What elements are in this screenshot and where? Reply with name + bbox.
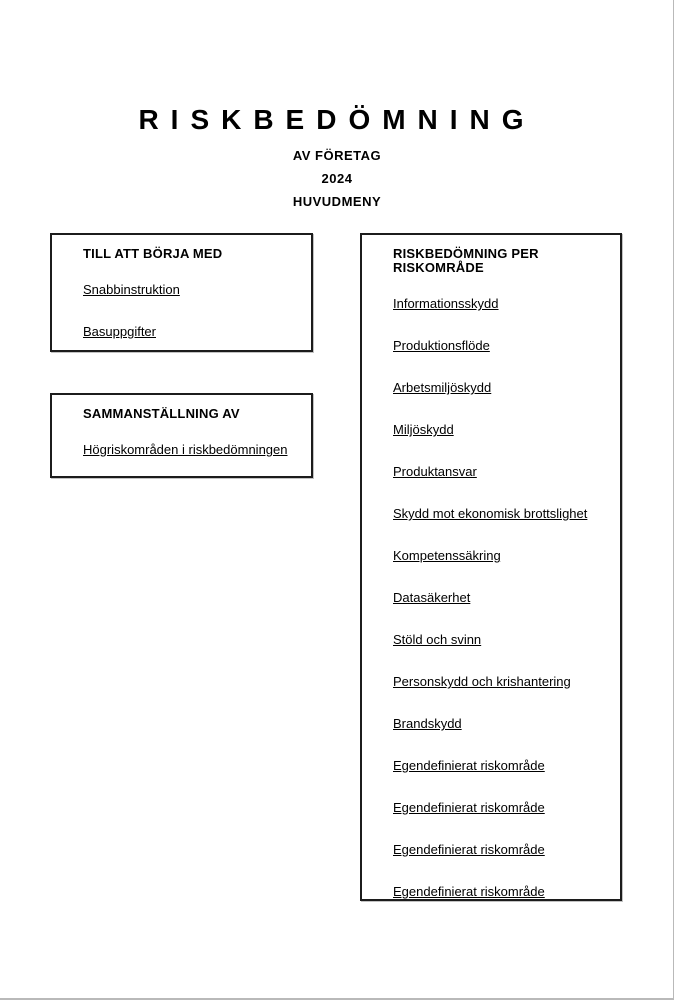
summary-box-links	[83, 443, 301, 457]
list-item	[393, 885, 610, 899]
subtitle-year: 2024	[321, 171, 353, 186]
subtitle-av-foretag: AV FÖRETAG	[292, 148, 382, 163]
list-item	[393, 549, 610, 563]
link-kompetenssakring[interactable]: Kompetenssäkring	[393, 548, 501, 563]
link-stold-och-svinn[interactable]: Stöld och svinn	[393, 632, 482, 647]
link-egendefinierat-riskomrade-4[interactable]: Egendefinierat riskområde	[393, 884, 545, 899]
risk-areas-box	[360, 233, 622, 901]
list-item	[83, 443, 301, 457]
link-miljoskydd[interactable]: Miljöskydd	[393, 422, 454, 437]
list-item	[393, 591, 610, 605]
risk-areas-links	[393, 297, 610, 899]
start-box-heading: TILL ATT BÖRJA MED	[83, 246, 223, 261]
list-item	[83, 283, 301, 297]
list-item	[393, 423, 610, 437]
start-box	[50, 233, 313, 352]
link-personskydd-och-krishantering[interactable]: Personskydd och krishantering	[393, 674, 571, 689]
list-item	[393, 633, 610, 647]
link-egendefinierat-riskomrade-3[interactable]: Egendefinierat riskområde	[393, 842, 545, 857]
link-brandskydd[interactable]: Brandskydd	[393, 716, 462, 731]
list-item	[393, 717, 610, 731]
link-egendefinierat-riskomrade-2[interactable]: Egendefinierat riskområde	[393, 800, 545, 815]
subtitle-huvudmeny: HUVUDMENY	[292, 194, 382, 209]
risk-areas-box-heading: RISKBEDÖMNING PER RISKOMRÅDE	[393, 246, 539, 275]
link-skydd-mot-ekonomisk-brottslighet[interactable]: Skydd mot ekonomisk brottslighet	[393, 506, 588, 521]
link-hogriskomraden[interactable]: Högriskområden i riskbedömningen	[83, 442, 288, 457]
link-produktansvar[interactable]: Produktansvar	[393, 464, 477, 479]
link-egendefinierat-riskomrade-1[interactable]: Egendefinierat riskområde	[393, 758, 545, 773]
list-item	[393, 843, 610, 857]
list-item	[393, 297, 610, 311]
link-arbetsmiljoskydd[interactable]: Arbetsmiljöskydd	[393, 380, 492, 395]
page-title: RISKBEDÖMNING	[138, 104, 536, 135]
link-informationsskydd[interactable]: Informationsskydd	[393, 296, 499, 311]
link-basuppgifter[interactable]: Basuppgifter	[83, 324, 156, 339]
summary-box-heading: SAMMANSTÄLLNING AV	[83, 406, 240, 421]
list-item	[393, 465, 610, 479]
list-item	[393, 507, 610, 521]
list-item	[393, 675, 610, 689]
list-item	[393, 759, 610, 773]
start-box-links	[83, 283, 301, 339]
summary-box	[50, 393, 313, 478]
link-produktionsflode[interactable]: Produktionsflöde	[393, 338, 490, 353]
link-snabbinstruktion[interactable]: Snabbinstruktion	[83, 282, 180, 297]
page-header	[0, 0, 674, 209]
link-datasakerhet[interactable]: Datasäkerhet	[393, 590, 471, 605]
list-item	[393, 339, 610, 353]
list-item	[393, 381, 610, 395]
list-item	[393, 801, 610, 815]
list-item	[83, 325, 301, 339]
